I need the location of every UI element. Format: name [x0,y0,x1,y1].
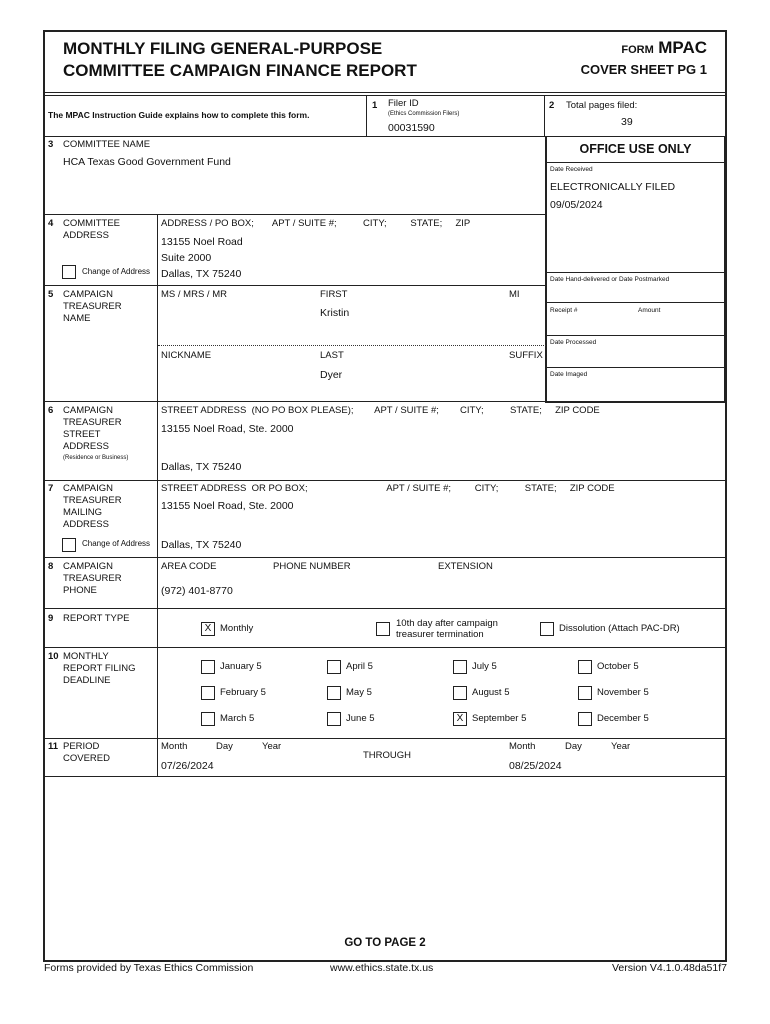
period-label1: PERIOD [63,741,100,752]
change-of-address-checkbox[interactable] [62,265,76,279]
dissolution-label: Dissolution (Attach PAC-DR) [559,623,680,634]
deadline-july-5-checkbox[interactable] [453,660,467,674]
date-processed-label: Date Processed [550,339,597,346]
phone-label1: CAMPAIGN [63,561,113,572]
sec4-num: 4 [48,218,54,229]
deadline-may-5-label: May 5 [346,687,372,698]
deadline-june-5-label: June 5 [346,713,375,724]
phone-value: (972) 401-8770 [161,585,233,597]
sec5-num: 5 [48,289,54,300]
last-label: LAST [320,350,344,361]
deadline-label3: DEADLINE [63,675,111,686]
pages-num: 2 [549,100,555,111]
mailing-label2: TREASURER [63,495,122,506]
deadline-january-5-checkbox[interactable] [201,660,215,674]
receipt-label: Receipt # [550,307,578,314]
mailing-change-of-address-checkbox[interactable] [62,538,76,552]
phone-label2: TREASURER [63,573,122,584]
dissolution-checkbox[interactable] [540,622,554,636]
tenth-day-label1: 10th day after campaign [396,618,498,629]
date-received-label: Date Received [550,166,593,173]
to-day-label: Day [565,741,582,752]
instruction-text: The MPAC Instruction Guide explains how to complete this form. [48,110,310,120]
phone-number-label: PHONE NUMBER [273,561,351,572]
filed-date: 09/05/2024 [550,199,603,211]
deadline-may-5-checkbox[interactable] [327,686,341,700]
total-pages-label: Total pages filed: [566,100,638,111]
mailing-change-of-address-label: Change of Address [82,539,151,548]
first-label: FIRST [320,289,348,300]
deadline-november-5-label: November 5 [597,687,649,698]
from-year-label: Year [262,741,282,752]
committee-name-value: HCA Texas Good Government Fund [63,156,231,168]
go-to-page-2: GO TO PAGE 2 [344,937,426,949]
footer-left: Forms provided by Texas Ethics Commission [44,962,254,974]
treasurer-first-name: Kristin [320,307,350,319]
mailing-label1: CAMPAIGN [63,483,113,494]
deadline-february-5-label: February 5 [220,687,266,698]
deadline-august-5-label: August 5 [472,687,510,698]
treasurer-name-label2: TREASURER [63,301,122,312]
filer-num: 1 [372,100,378,111]
cover-sheet-label: COVER SHEET PG 1 [580,62,707,77]
sec8-num: 8 [48,561,54,572]
deadline-july-5-label: July 5 [472,661,497,672]
filed-status: ELECTRONICALLY FILED [550,181,676,193]
from-day-label: Day [216,741,233,752]
nickname-label: NICKNAME [161,350,212,361]
deadline-august-5-checkbox[interactable] [453,686,467,700]
deadline-february-5-checkbox[interactable] [201,686,215,700]
filer-id-label: Filer ID [388,98,419,109]
sec9-num: 9 [48,613,54,624]
filer-id-value: 00031590 [388,122,435,134]
hand-delivered-label: Date Hand-delivered or Date Postmarked [550,276,670,283]
form-code-value: MPAC [658,38,707,57]
committee-address-line1: 13155 Noel Road [161,236,243,248]
to-year-label: Year [611,741,631,752]
committee-address-header: ADDRESS / PO BOX; APT / SUITE #; CITY; STATE; ZIP [161,218,471,229]
form-prefix: FORM [621,44,654,56]
deadline-october-5-checkbox[interactable] [578,660,592,674]
deadline-label1: MONTHLY [63,651,109,662]
report-type-label: REPORT TYPE [63,613,130,624]
street-line1: 13155 Noel Road, Ste. 2000 [161,423,294,435]
mailing-label3: MAILING [63,507,103,518]
form-code [621,38,707,58]
committee-address-line2: Suite 2000 [161,252,212,264]
through-label: THROUGH [363,750,412,761]
tenth-day-label2: treasurer termination [396,629,484,640]
deadline-april-5-label: April 5 [346,661,373,672]
change-of-address-label: Change of Address [82,267,151,276]
extension-label: EXTENSION [438,561,493,572]
sec10-num: 10 [48,651,59,662]
treasurer-last-name: Dyer [320,369,343,381]
office-use-box [545,137,726,403]
committee-address-label1: COMMITTEE [63,218,120,229]
street-line2: Dallas, TX 75240 [161,461,242,473]
prefix-label: MS / MRS / MR [161,289,227,300]
deadline-november-5-checkbox[interactable] [578,686,592,700]
deadline-label2: REPORT FILING [63,663,136,674]
form-title-line2: COMMITTEE CAMPAIGN FINANCE REPORT [63,61,417,80]
deadline-march-5-checkbox[interactable] [201,712,215,726]
area-code-label: AREA CODE [161,561,217,572]
period-label2: COVERED [63,753,110,764]
filer-sublabel: (Ethics Commission Filers) [388,111,460,117]
street-label1: CAMPAIGN [63,405,113,416]
period-from: 07/26/2024 [161,760,214,772]
form-title-line1: MONTHLY FILING GENERAL-PURPOSE [63,39,383,58]
mailing-line1: 13155 Noel Road, Ste. 2000 [161,500,294,512]
sec3-num: 3 [48,139,54,150]
mailing-label4: ADDRESS [63,519,109,530]
residence-note: (Residence or Business) [63,455,129,461]
deadline-september-5-checkbox[interactable]: X [453,712,467,726]
suffix-label: SUFFIX [509,350,543,361]
deadline-march-5-label: March 5 [220,713,255,724]
committee-name-label: COMMITTEE NAME [63,139,151,150]
total-pages-value: 39 [621,116,633,128]
from-month-label: Month [161,741,188,752]
sec11-num: 11 [48,741,59,752]
deadline-april-5-checkbox[interactable] [327,660,341,674]
tenth-day-checkbox[interactable] [376,622,390,636]
street-label2: TREASURER [63,417,122,428]
amount-label: Amount [638,307,661,314]
mi-label: MI [509,289,520,300]
deadline-december-5-checkbox[interactable] [578,712,592,726]
committee-address-label2: ADDRESS [63,230,109,241]
office-use-title: OFFICE USE ONLY [579,142,692,156]
mailing-line2: Dallas, TX 75240 [161,539,242,551]
deadline-january-5-label: January 5 [220,661,262,672]
street-label3: STREET [63,429,101,440]
street-header: STREET ADDRESS (NO PO BOX PLEASE); APT / SUITE #; CITY; STATE; ZIP CODE [161,405,600,416]
sec7-num: 7 [48,483,54,494]
treasurer-name-label1: CAMPAIGN [63,289,113,300]
deadline-december-5-label: December 5 [597,713,649,724]
footer-url-link[interactable]: www.ethics.state.tx.us [330,962,434,974]
to-month-label: Month [509,741,536,752]
treasurer-name-label3: NAME [63,313,91,324]
deadline-october-5-label: October 5 [597,661,639,672]
street-label4: ADDRESS [63,441,109,452]
footer-version: Version V4.1.0.48da51f7 [611,962,727,974]
phone-label3: PHONE [63,585,97,596]
mailing-header: STREET ADDRESS OR PO BOX; APT / SUITE #; CITY; STATE; ZIP CODE [161,483,615,494]
period-to: 08/25/2024 [509,760,562,772]
date-imaged-label: Date Imaged [550,371,588,378]
monthly-label: Monthly [220,623,254,634]
monthly-checkbox[interactable]: X [201,622,215,636]
committee-address-line3: Dallas, TX 75240 [161,268,242,280]
sec6-num: 6 [48,405,54,416]
deadline-september-5-label: September 5 [472,713,527,724]
deadline-june-5-checkbox[interactable] [327,712,341,726]
